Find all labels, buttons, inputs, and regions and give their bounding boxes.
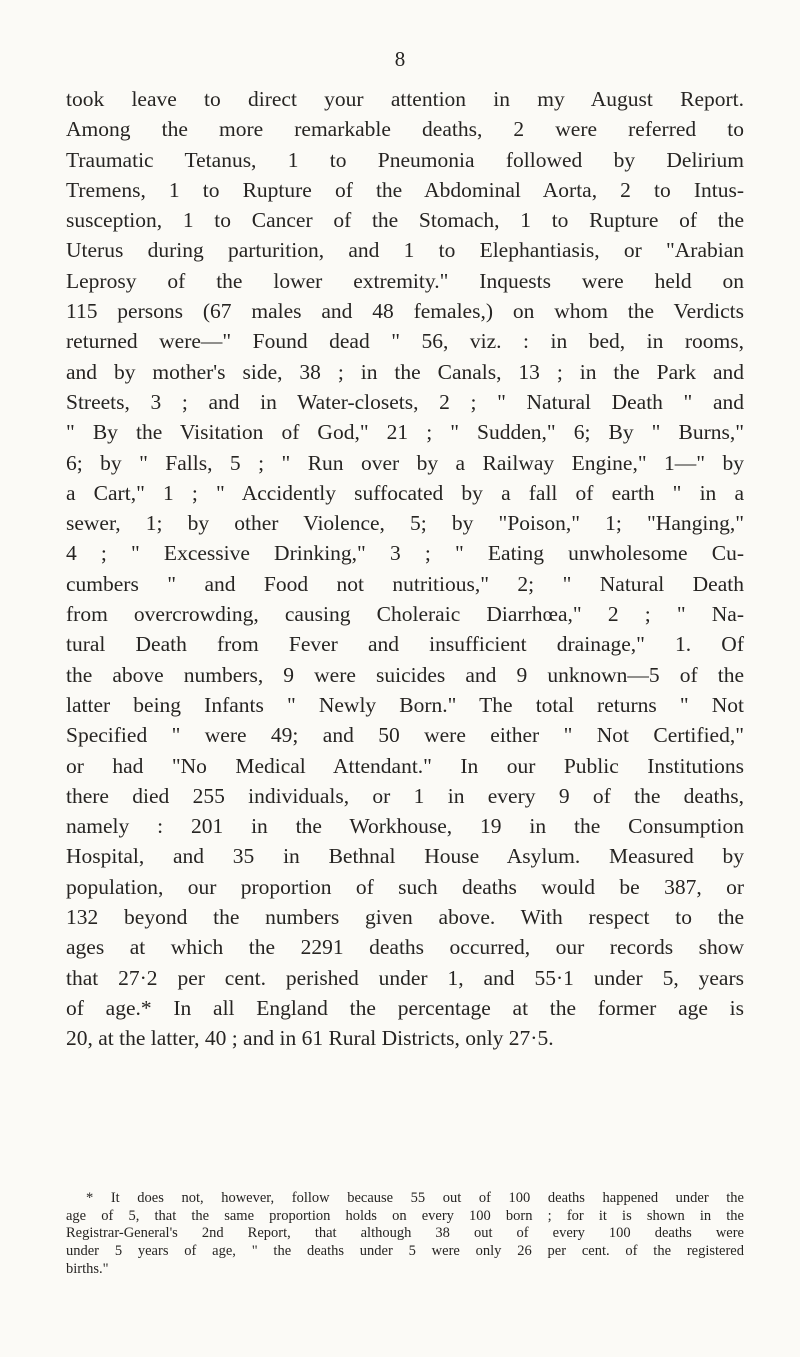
body-line: population, our proportion of such deaths would be 387, or	[66, 874, 744, 899]
footnote-line: * It does not, however, follow because 55 out of 100 deaths happened under the	[86, 1190, 744, 1206]
body-line: 115 persons (67 males and 48 females,) on whom the Verdicts	[66, 299, 744, 324]
body-line: cumbers " and Food not nutritious," 2; " Natural Death	[66, 571, 744, 596]
footnote-line: age of 5, that the same proportion holds on every 100 born ; for it is shown in the	[66, 1207, 744, 1224]
body-line: latter being Infants " Newly Born." The total returns " Not	[66, 692, 744, 717]
body-line: a Cart," 1 ; " Accidently suffocated by a fall of earth " in a	[66, 480, 744, 505]
footnote-line: under 5 years of age, " the deaths under 5 were only 26 per cent. of the registered	[66, 1243, 744, 1260]
footnote-line: Registrar-General's 2nd Report, that although 38 out of every 100 deaths were	[66, 1225, 744, 1242]
body-line: Streets, 3 ; and in Water-closets, 2 ; " Natural Death " and	[66, 389, 744, 414]
body-line: or had "No Medical Attendant." In our Public Institutions	[66, 753, 744, 778]
body-line: Uterus during parturition, and 1 to Elephantiasis, or "Arabian	[66, 238, 744, 263]
body-line: took leave to direct your attention in my August Report.	[66, 87, 744, 111]
body-line: Hospital, and 35 in Bethnal House Asylum. Measured by	[66, 844, 744, 869]
body-line: 4 ; " Excessive Drinking," 3 ; " Eating unwholesome Cu-	[66, 541, 744, 566]
body-line: namely : 201 in the Workhouse, 19 in the Consumption	[66, 814, 744, 839]
body-line: 6; by " Falls, 5 ; " Run over by a Railway Engine," 1—" by	[66, 450, 744, 475]
body-line: tural Death from Fever and insufficient drainage," 1. Of	[66, 632, 744, 657]
body-line: the above numbers, 9 were suicides and 9 unknown—5 of the	[66, 662, 744, 687]
body-line: returned were—" Found dead " 56, viz. : in bed, in rooms,	[66, 329, 744, 354]
body-line: from overcrowding, causing Choleraic Diarrhœa," 2 ; " Na-	[66, 602, 744, 627]
body-line: sewer, 1; by other Violence, 5; by "Poison," 1; "Hanging,"	[66, 511, 744, 536]
body-line: that 27·2 per cent. perished under 1, and 55·1 under 5, years	[66, 965, 744, 990]
body-line: 20, at the latter, 40 ; and in 61 Rural Districts, only 27·5.	[66, 1026, 554, 1051]
body-line: susception, 1 to Cancer of the Stomach, 1 to Rupture of the	[66, 208, 744, 233]
body-line: Tremens, 1 to Rupture of the Abdominal Aorta, 2 to Intus-	[66, 177, 744, 202]
body-line: Specified " were 49; and 50 were either " Not Certified,"	[66, 723, 744, 748]
body-line: Traumatic Tetanus, 1 to Pneumonia followed by Delirium	[66, 147, 744, 172]
footnote	[66, 1190, 744, 1278]
body-text	[66, 84, 744, 1054]
body-line: 132 beyond the numbers given above. With respect to the	[66, 905, 744, 930]
body-line: " By the Visitation of God," 21 ; " Sudden," 6; By " Burns,"	[66, 420, 744, 445]
body-line: and by mother's side, 38 ; in the Canals, 13 ; in the Park and	[66, 359, 744, 384]
page-number: 8	[394, 47, 406, 71]
body-line: ages at which the 2291 deaths occurred, our records show	[66, 935, 744, 960]
body-line: there died 255 individuals, or 1 in every 9 of the deaths,	[66, 783, 744, 808]
body-line: Among the more remarkable deaths, 2 were referred to	[66, 117, 744, 142]
body-line: of age.* In all England the percentage at the former age is	[66, 995, 744, 1020]
body-line: Leprosy of the lower extremity." Inquests were held on	[66, 268, 744, 293]
footnote-line: births."	[66, 1260, 109, 1277]
